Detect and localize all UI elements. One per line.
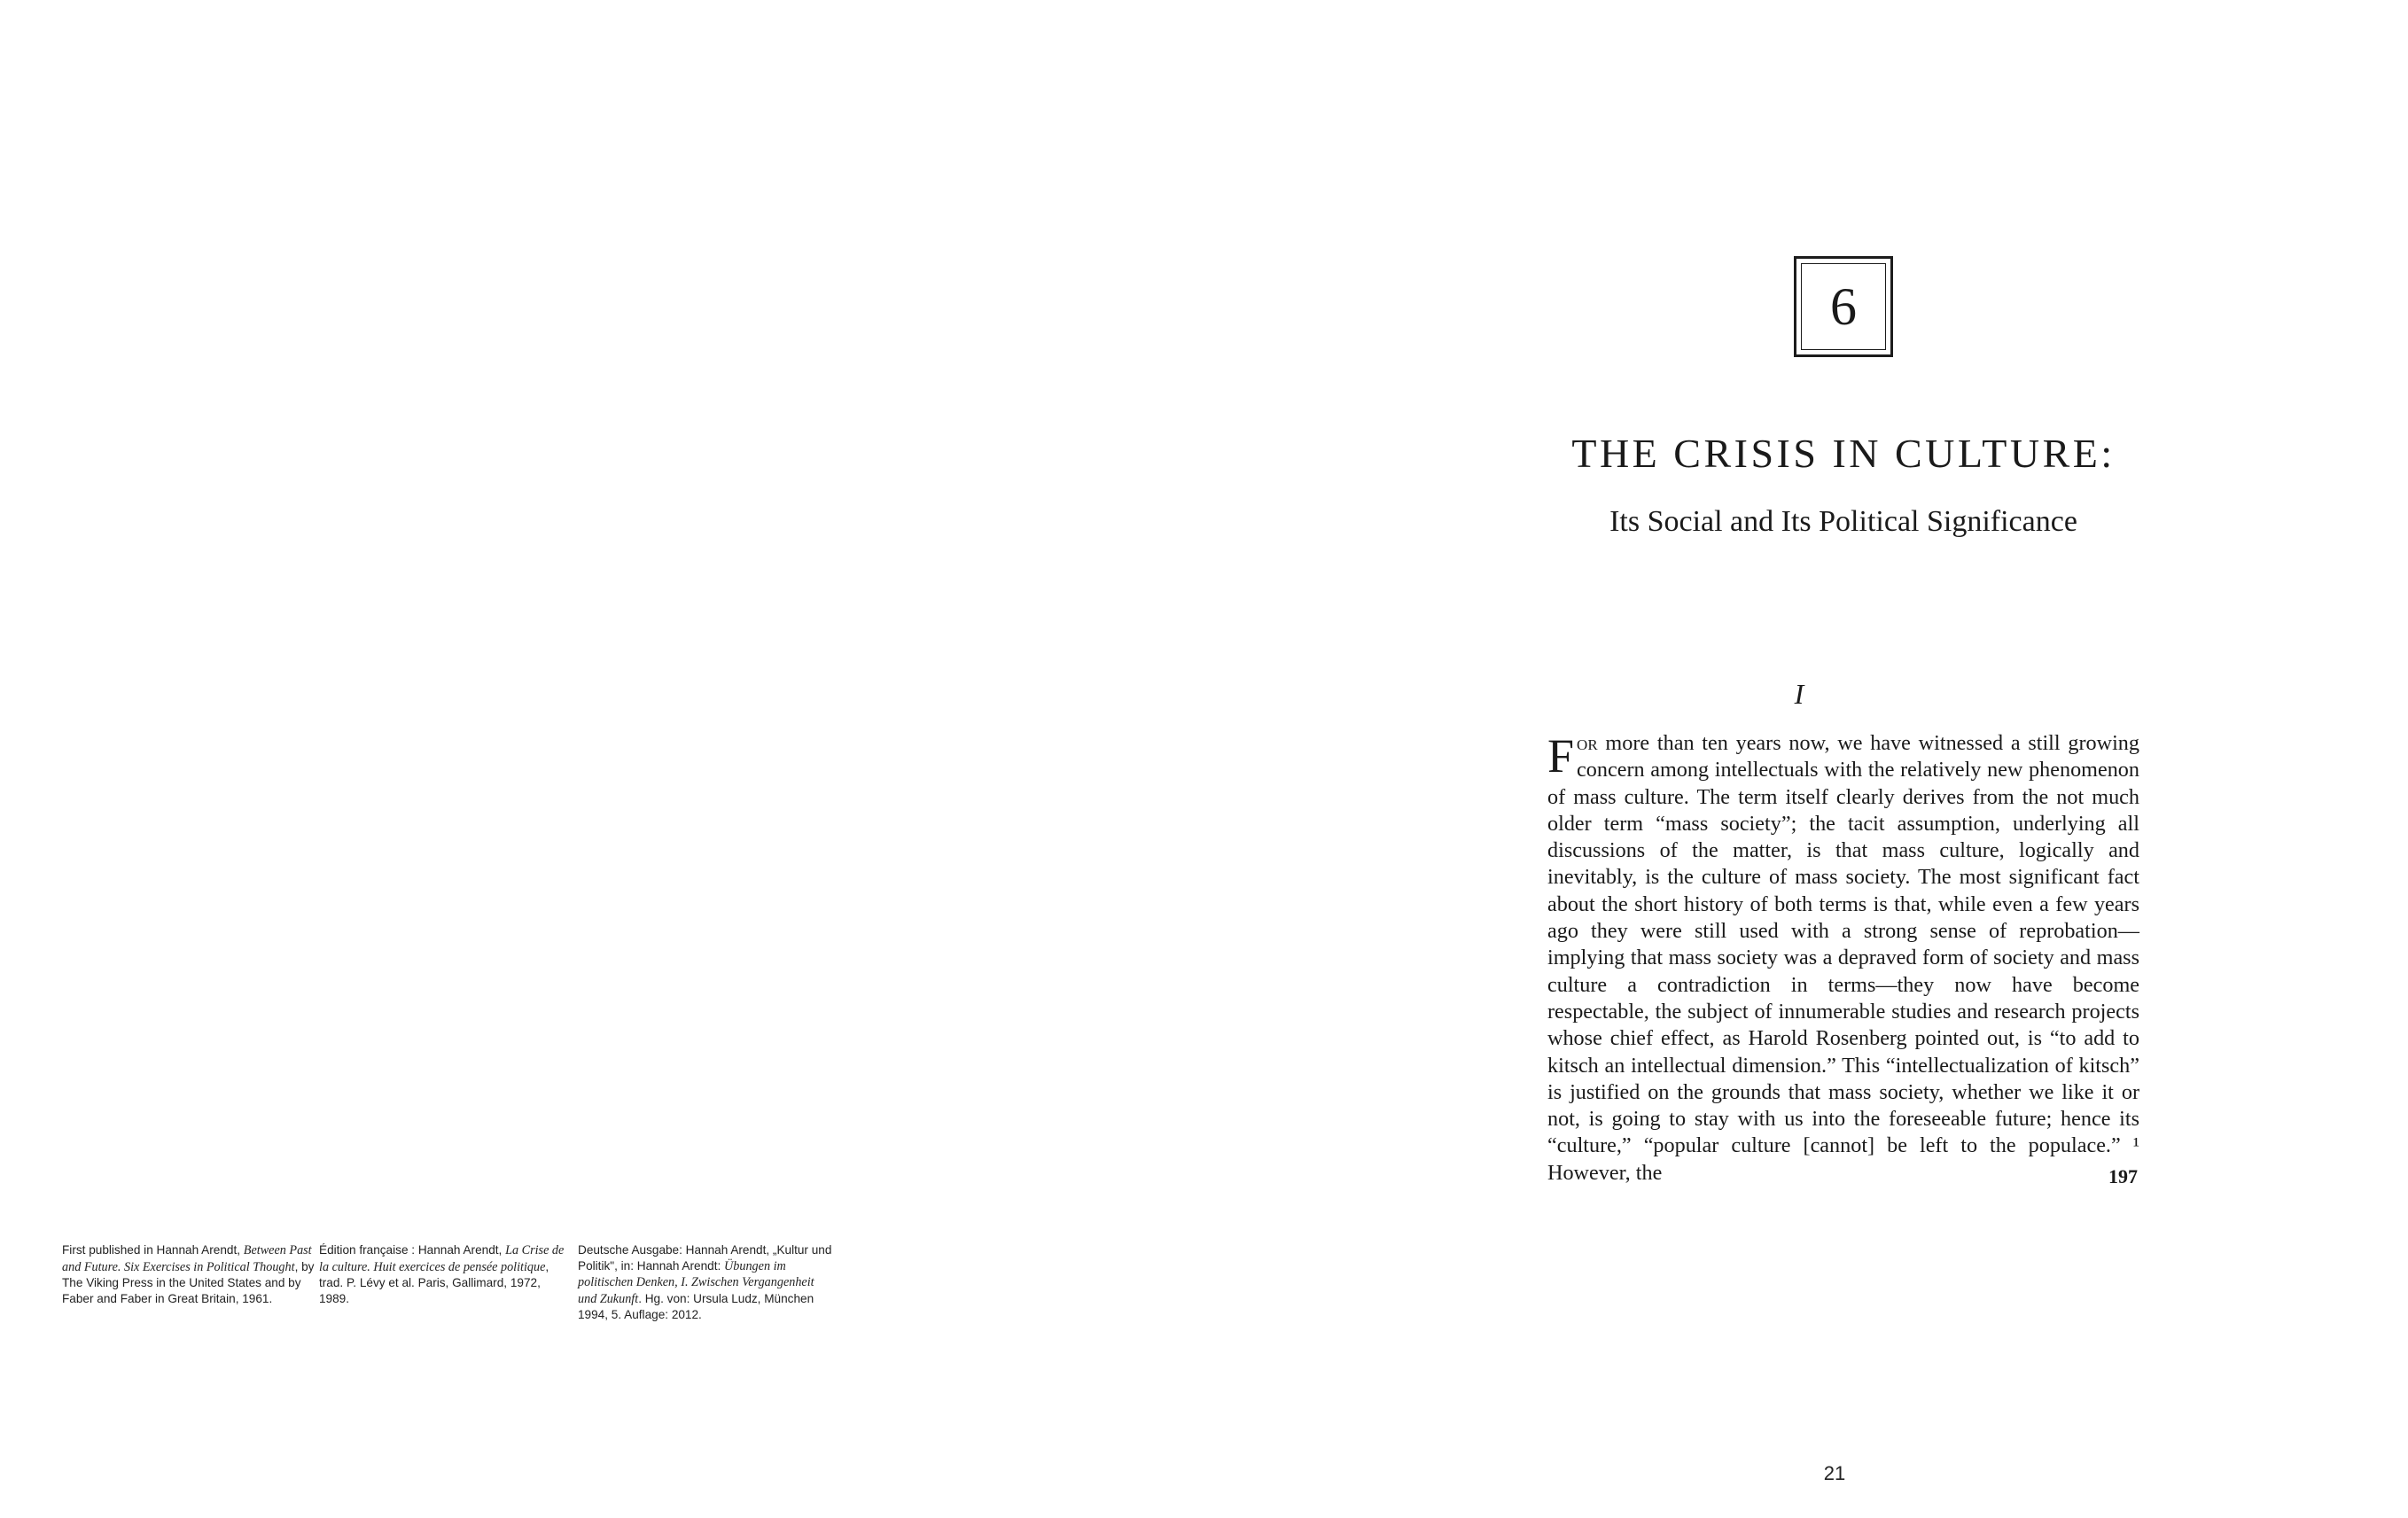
section-numeral: I: [1794, 678, 1804, 710]
credit-text: Deutsche Ausgabe: Hannah Arendt, „Kultur und Politik", in: Hannah Arendt:: [578, 1243, 832, 1273]
credit-title: Übungen im politischen Denken, I. Zwischen Vergangenheit und Zukunft: [578, 1258, 814, 1306]
chapter-number-box: [1794, 256, 1893, 357]
chapter-title: THE CRISIS IN CULTURE:: [1571, 431, 2116, 476]
credit-french-edition: [319, 1242, 572, 1306]
credit-original-edition: [62, 1242, 315, 1306]
credit-text: . Hg. von: Ursula Ludz, München 1994, 5. Auflage: 2012.: [578, 1291, 814, 1322]
credit-text: , trad. P. Lévy et al. Paris, Gallimard, 1972, 1989.: [319, 1259, 549, 1305]
chapter-number: 6: [1830, 276, 1857, 336]
body-text: more than ten years now, we have witnessed a still growing concern among intellectuals with the relatively new phenomenon of mass culture. The term itself clearly derives from the not much older term “mass society”; the tacit assumption, underlying all discussions of the matter, is that mass culture, logically and inevitably, is the culture of mass society. The most significant fact about the short history of both terms is that, while even a few years ago they were still used with a strong sense of reprobation—implying that mass society was a depraved form of society and mass culture a contradiction in terms—they now have become respectable, the subject of innumerable studies and research projects whose chief effect, as Harold Rosenberg pointed out, is “to add to kitsch an intellectual dimension.” This “intellectualization of kitsch” is justified on the grounds that mass society, whether we like it or not, is going to stay with us into the foreseeable future; hence its “culture,” “popular culture [cannot] be left to the populace.” ¹ However, the: [1547, 731, 2139, 1185]
drop-cap: F: [1547, 729, 1575, 782]
credit-title: La Crise de la culture. Huit exercices de pensée politique: [319, 1243, 565, 1274]
credit-text: Édition française : Hannah Arendt,: [319, 1243, 506, 1257]
body-paragraph: [1547, 730, 2139, 1187]
book-folio: 197: [2108, 1165, 2138, 1187]
credit-german-edition: [578, 1242, 835, 1323]
lead-small-caps: or: [1577, 731, 1598, 755]
page-number: 21: [1823, 1462, 1846, 1484]
credit-title: Between Past and Future. Six Exercises in Political Thought: [62, 1243, 312, 1274]
credit-text: First published in Hannah Arendt,: [62, 1243, 244, 1257]
chapter-subtitle: Its Social and Its Political Significance: [1609, 505, 2077, 538]
credit-text: , by The Viking Press in the United States and by Faber and Faber in Great Britain, 1961.: [62, 1259, 315, 1305]
